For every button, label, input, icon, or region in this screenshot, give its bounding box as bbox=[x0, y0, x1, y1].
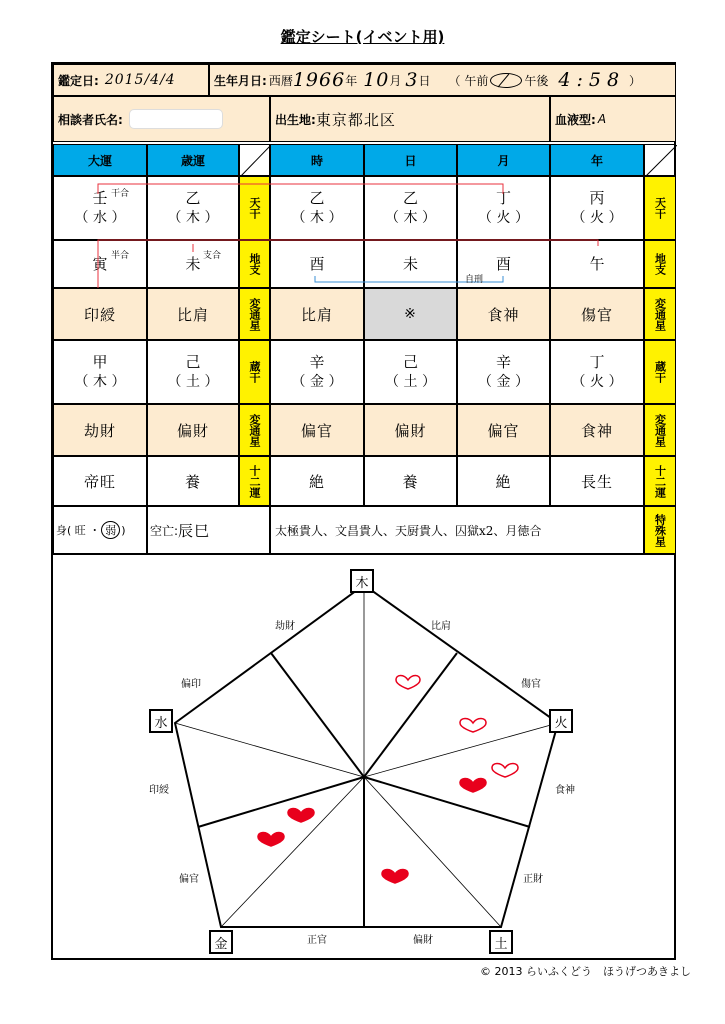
element-earth-box: 土 bbox=[489, 930, 513, 954]
juniun-saiun: 養 bbox=[147, 456, 239, 506]
pentagon-svg bbox=[53, 555, 676, 959]
am-label: （ 午前 bbox=[448, 73, 489, 88]
era-label: 西暦 bbox=[268, 73, 293, 88]
tsuhen2-day: 偏財 bbox=[364, 404, 457, 456]
client-name-cell bbox=[53, 96, 270, 142]
juniun-hour: 絶 bbox=[270, 456, 364, 506]
tsuhen2-daiun: 劫財 bbox=[53, 404, 147, 456]
label-tsuhen1-left: 変通星 bbox=[239, 288, 270, 340]
tenkan-daiun: 壬 （ 水 ） bbox=[53, 176, 147, 240]
label-hiken: 比肩 bbox=[431, 621, 451, 632]
chishi-year: 午 bbox=[550, 240, 644, 288]
birthplace-cell bbox=[270, 96, 550, 142]
tsuhen1-daiun: 印綬 bbox=[53, 288, 147, 340]
label-injuu: 印綬 bbox=[149, 785, 169, 796]
element-fire-box: 火 bbox=[549, 709, 573, 733]
kubou-cell bbox=[147, 506, 270, 554]
label-henkan: 偏官 bbox=[179, 874, 199, 885]
hango-line bbox=[98, 240, 598, 294]
label-tenkan-left: 天干 bbox=[239, 176, 270, 240]
heart-filled-3 bbox=[258, 833, 284, 847]
col-header-daiun: 大運 bbox=[53, 144, 147, 176]
birthplace-label: 出生地: bbox=[275, 112, 316, 127]
tenkan-saiun: 乙 （ 木 ） bbox=[147, 176, 239, 240]
month-unit: 月 bbox=[389, 73, 402, 88]
col-header-month: 月 bbox=[457, 144, 550, 176]
corner-diagonal-right bbox=[644, 144, 676, 176]
body-strength-cell bbox=[53, 506, 147, 554]
label-special: 特殊星 bbox=[644, 506, 676, 554]
label-tsuhen2-right: 変通星 bbox=[644, 404, 676, 456]
tsuhen2-year: 食神 bbox=[550, 404, 644, 456]
ampm-circle bbox=[490, 73, 522, 88]
birth-year: 1966 bbox=[292, 69, 346, 91]
chishi-saiun: 未 bbox=[147, 240, 239, 288]
col-header-hour: 時 bbox=[270, 144, 364, 176]
label-henzai: 偏財 bbox=[413, 935, 433, 946]
heart-outline-2 bbox=[460, 719, 486, 733]
tsuhen1-hour: 比肩 bbox=[270, 288, 364, 340]
juniun-month: 絶 bbox=[457, 456, 550, 506]
kango-line bbox=[98, 184, 503, 194]
close-paren: ） bbox=[629, 73, 642, 88]
element-water-box: 水 bbox=[149, 709, 173, 733]
page-title: 鑑定シート(イベント用) bbox=[280, 28, 445, 46]
pm-label: 午後 bbox=[524, 73, 549, 88]
heart-outline-3 bbox=[492, 764, 518, 778]
element-metal-box: 金 bbox=[209, 930, 233, 954]
label-chishi-right: 地支 bbox=[644, 240, 676, 288]
chishi-month: 酉 bbox=[457, 240, 550, 288]
heart-filled-2 bbox=[288, 809, 314, 823]
zoukan-hour: 辛 （ 金 ） bbox=[270, 340, 364, 404]
juniun-year: 長生 bbox=[550, 456, 644, 506]
year-unit: 年 bbox=[345, 73, 358, 88]
label-seizai: 正財 bbox=[523, 874, 543, 885]
label-zoukan-right: 蔵干 bbox=[644, 340, 676, 404]
tsuhen2-month: 偏官 bbox=[457, 404, 550, 456]
tsuhen1-month: 食神 bbox=[457, 288, 550, 340]
kantei-date-cell bbox=[53, 64, 209, 96]
sheet-frame bbox=[51, 62, 676, 960]
tsuhen1-day: ※ bbox=[364, 288, 457, 340]
chishi-day: 未 bbox=[364, 240, 457, 288]
label-gouzai: 劫財 bbox=[275, 621, 295, 632]
kantei-date: 2015/4/4 bbox=[104, 72, 176, 88]
label-chishi-left: 地支 bbox=[239, 240, 270, 288]
copyright: © 2013 らいふくどう ほうげつあきよし bbox=[480, 965, 691, 978]
col-header-year: 年 bbox=[550, 144, 644, 176]
note-kango: 干合 bbox=[111, 189, 130, 199]
birth-label: 生年月日: bbox=[214, 73, 267, 88]
kubou-value: 辰巳 bbox=[178, 521, 211, 540]
juniun-day: 養 bbox=[364, 456, 457, 506]
tsuhen2-saiun: 偏財 bbox=[147, 404, 239, 456]
label-shokushin: 食神 bbox=[555, 785, 575, 796]
pentagon-outline bbox=[175, 585, 558, 927]
strength-close: ) bbox=[121, 523, 126, 537]
special-stars-cell: 太極貴人、文昌貴人、天厨貴人、囚獄x2、月徳合 bbox=[270, 506, 644, 554]
tenkan-day: 乙 （ 木 ） bbox=[364, 176, 457, 240]
chishi-hour: 酉 bbox=[270, 240, 364, 288]
heart-filled-1 bbox=[460, 779, 486, 793]
label-juniun-right: 十二運 bbox=[644, 456, 676, 506]
tenkan-year: 丙 （ 火 ） bbox=[550, 176, 644, 240]
note-shigo: 支合 bbox=[203, 251, 222, 261]
tsuhen1-saiun: 比肩 bbox=[147, 288, 239, 340]
label-seikan: 正官 bbox=[307, 935, 327, 946]
element-wood-box: 木 bbox=[350, 569, 374, 593]
label-tsuhen1-right: 変通星 bbox=[644, 288, 676, 340]
five-element-diagram bbox=[53, 554, 676, 958]
juniun-daiun: 帝旺 bbox=[53, 456, 147, 506]
col-header-saiun: 歳運 bbox=[147, 144, 239, 176]
heart-filled-4 bbox=[382, 870, 408, 884]
tsuhen2-hour: 偏官 bbox=[270, 404, 364, 456]
blood-value: A bbox=[597, 112, 607, 126]
birth-datetime-cell bbox=[209, 64, 676, 96]
client-name-field bbox=[129, 109, 223, 129]
label-tsuhen2-left: 変通星 bbox=[239, 404, 270, 456]
hearts bbox=[258, 676, 518, 884]
strength-label: 身( 旺 ・ bbox=[56, 524, 101, 537]
birth-month: 10 bbox=[363, 69, 390, 91]
label-zoukan-left: 蔵干 bbox=[239, 340, 270, 404]
heart-outline-1 bbox=[396, 676, 420, 690]
day-unit: 日 bbox=[418, 73, 431, 88]
blood-label: 血液型: bbox=[555, 112, 596, 127]
birth-day: 3 bbox=[405, 69, 419, 91]
note-hango: 半合 bbox=[111, 251, 130, 261]
tenkan-month: 丁 （ 火 ） bbox=[457, 176, 550, 240]
note-jikei: 自刑 bbox=[465, 275, 484, 285]
zoukan-day: 己 （ 土 ） bbox=[364, 340, 457, 404]
label-juniun-left: 十二運 bbox=[239, 456, 270, 506]
label-shoukan: 傷官 bbox=[521, 679, 541, 690]
zoukan-saiun: 己 （ 土 ） bbox=[147, 340, 239, 404]
kubou-label: 空亡: bbox=[150, 523, 179, 538]
zoukan-daiun: 甲 （ 木 ） bbox=[53, 340, 147, 404]
corner-diagonal-left bbox=[239, 144, 270, 176]
zoukan-year: 丁 （ 火 ） bbox=[550, 340, 644, 404]
label-henin: 偏印 bbox=[181, 679, 201, 690]
minor-dividers bbox=[175, 585, 558, 927]
tenkan-hour: 乙 （ 木 ） bbox=[270, 176, 364, 240]
chishi-daiun: 寅 bbox=[53, 240, 147, 288]
birth-time: 4:58 bbox=[558, 69, 626, 91]
tsuhen1-year: 傷官 bbox=[550, 288, 644, 340]
col-header-day: 日 bbox=[364, 144, 457, 176]
zoukan-month: 辛 （ 金 ） bbox=[457, 340, 550, 404]
label-tenkan-right: 天干 bbox=[644, 176, 676, 240]
client-label: 相談者氏名: bbox=[58, 112, 123, 127]
strength-circled: 弱 bbox=[101, 521, 120, 539]
kantei-label: 鑑定日: bbox=[58, 73, 99, 88]
birthplace-value: 東京都北区 bbox=[315, 110, 396, 129]
blood-type-cell bbox=[550, 96, 676, 142]
relation-lines bbox=[53, 174, 676, 294]
